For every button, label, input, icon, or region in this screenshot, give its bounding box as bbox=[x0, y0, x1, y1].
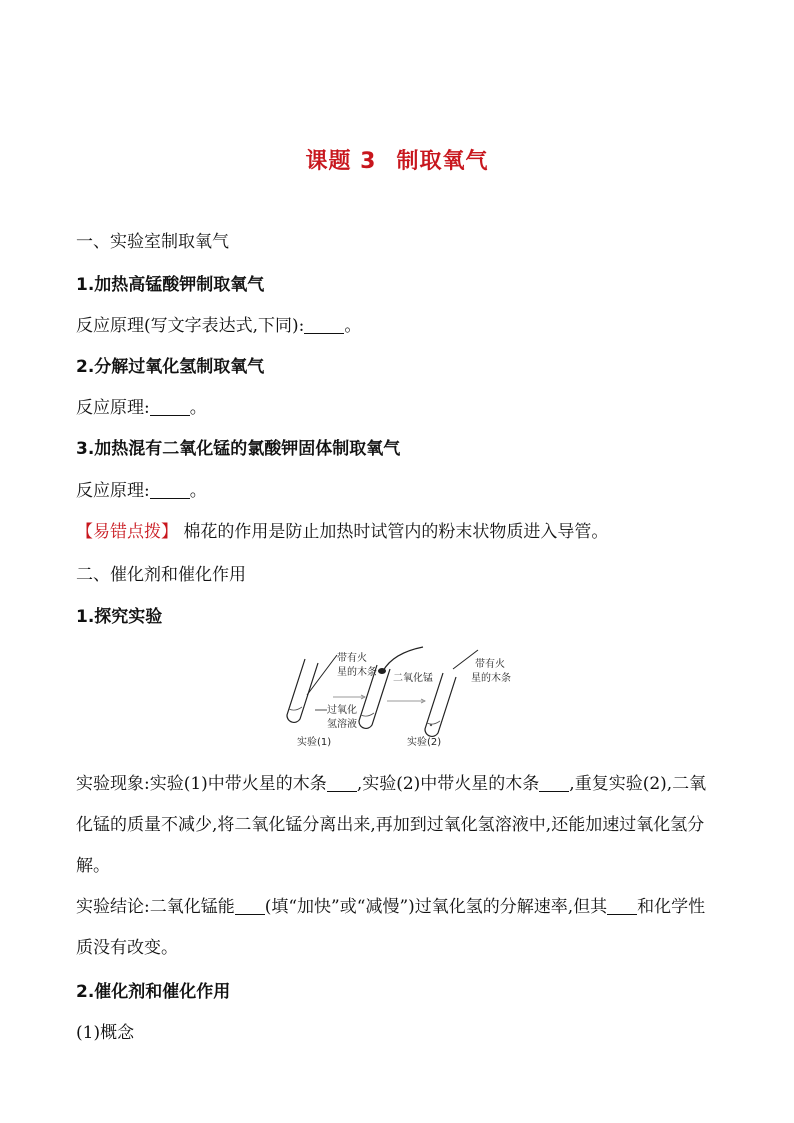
label-mno2: 二氧化锰 bbox=[393, 673, 433, 684]
item-1-heading: 1.加热高锰酸钾制取氧气 bbox=[76, 275, 265, 295]
item-1-principle: 反应原理(写文字表达式,下同): 。 bbox=[76, 316, 362, 336]
page-title bbox=[0, 144, 794, 175]
tip-tag: 【易错点拨】 bbox=[76, 522, 178, 542]
answer-blank[interactable] bbox=[150, 482, 190, 499]
item-2-heading: 2.分解过氧化氢制取氧气 bbox=[76, 357, 265, 377]
label-h2o2-a: 过氧化 bbox=[327, 705, 357, 716]
item-3-heading: 3.加热混有二氧化锰的氯酸钾固体制取氧气 bbox=[76, 439, 401, 459]
section-2-heading: 二、催化剂和催化作用 bbox=[76, 565, 246, 585]
tip-text: 棉花的作用是防止加热时试管内的粉末状物质进入导管。 bbox=[183, 522, 609, 542]
label-splint-2a: 带有火 bbox=[475, 659, 505, 670]
catalyst-heading: 2.催化剂和催化作用 bbox=[76, 982, 231, 1002]
label-splint-1a: 带有火 bbox=[337, 653, 367, 664]
answer-blank[interactable] bbox=[235, 898, 265, 915]
label-splint-2b: 星的木条 bbox=[471, 673, 511, 684]
answer-blank[interactable] bbox=[607, 898, 637, 915]
concept-heading: (1)概念 bbox=[76, 1023, 135, 1043]
lesson-number: 课题 3 bbox=[305, 149, 377, 174]
item-2-principle: 反应原理: 。 bbox=[76, 398, 207, 418]
mno2-spoon bbox=[383, 647, 423, 671]
splint-1 bbox=[307, 655, 337, 695]
caption-experiment-2: 实验(2) bbox=[407, 737, 442, 748]
caption-experiment-1: 实验(1) bbox=[297, 737, 332, 748]
experiment-phenomenon: 实验现象:实验(1)中带火星的木条 ,实验(2)中带火星的木条 ,重复实验(2),二氧化锰的质量不减少,将二氧化锰分离出来,再加到过氧化氢溶液中,还能加速过氧化氢分解。 bbox=[76, 774, 707, 876]
experiment-figure bbox=[275, 645, 525, 755]
answer-blank[interactable] bbox=[150, 399, 190, 416]
item-1-label: 反应原理(写文字表达式,下同): bbox=[76, 316, 305, 336]
experiment-heading: 1.探究实验 bbox=[76, 607, 163, 627]
lesson-name: 制取氧气 bbox=[396, 149, 489, 174]
answer-blank[interactable] bbox=[327, 775, 357, 792]
answer-blank[interactable] bbox=[304, 317, 344, 334]
label-h2o2-b: 氢溶液 bbox=[327, 719, 357, 730]
test-tube-1 bbox=[287, 659, 318, 722]
experiment-conclusion: 实验结论:二氧化锰能 (填“加快”或“减慢”)过氧化氢的分解速率,但其 和化学性质没有改变。 bbox=[76, 897, 706, 958]
answer-blank[interactable] bbox=[539, 775, 569, 792]
error-tip bbox=[76, 520, 608, 544]
section-1-heading: 一、实验室制取氧气 bbox=[76, 232, 229, 252]
item-3-principle: 反应原理: 。 bbox=[76, 481, 207, 501]
label-splint-1b: 星的木条 bbox=[337, 667, 377, 678]
